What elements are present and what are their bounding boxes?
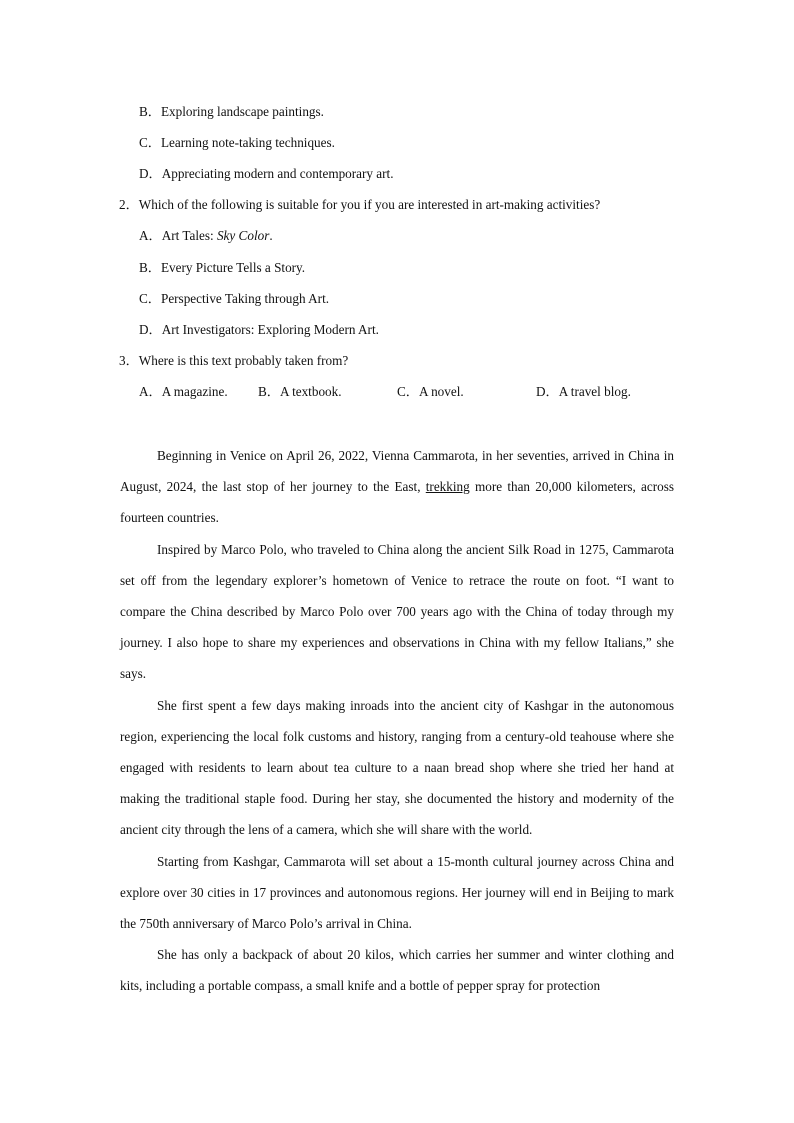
q1-option-d: D．Appreciating modern and contemporary art. <box>139 166 394 181</box>
q3-option-d: D．A travel blog. <box>536 384 631 399</box>
q3-option-a: A．A magazine. <box>139 384 228 399</box>
q2-option-a-suffix: . <box>269 228 273 243</box>
q2-stem: 2．Which of the following is suitable for you if you are interested in art-making activities? <box>119 197 601 212</box>
passage-paragraph-5: She has only a backpack of about 20 kilos, which carries her summer and winter clothing and kits, including a portable compass, a small knife and a bottle of pepper spray for protection <box>120 947 674 994</box>
passage-p1-after: more than 20,000 kilometers, across fourteen countries. <box>120 479 674 526</box>
passage-p1-before: Beginning in Venice on April 26, 2022, Vienna Cammarota, in her seventies, arrived in China in August, 2024, the last stop of her journey to the East, <box>120 448 674 495</box>
q2-option-a-title: Sky Color <box>216 228 270 243</box>
q2-option-a-prefix: A．Art Tales: <box>139 228 217 243</box>
passage-paragraph-4: Starting from Kashgar, Cammarota will set about a 15-month cultural journey across China and explore over 30 cities in 17 provinces and autonomous regions. Her journey will end in Beijing to mark the 750th anniversary of Marco Polo’s arrival in China. <box>120 853 674 932</box>
passage-paragraph-3: She first spent a few days making inroads into the ancient city of Kashgar in the autonomous region, experiencing the local folk customs and history, ranging from a century-old teahouse where she engaged with residents to learn about tea culture to a naan bread shop where she tried her hand at making the traditional staple food. During her stay, she documented the history and modernity of the ancient city through the lens of a camera, which she will share with the world. <box>120 697 674 838</box>
passage-paragraph-1 <box>120 440 674 534</box>
passage-paragraph-2: Inspired by Marco Polo, who traveled to China along the ancient Silk Road in 1275, Cammarota set off from the legendary explorer’s hometown of Venice to retrace the route on foot. “I want to compare the China described by Marco Polo over 700 years ago with the China of today through my journey. I also hope to share my experiences and observations in China with my fellow Italians,” she says. <box>120 541 674 682</box>
q2-option-a <box>139 227 273 245</box>
underlined-word: trekking <box>425 479 470 495</box>
q2-option-b: B．Every Picture Tells a Story. <box>139 260 306 275</box>
q3-option-c: C．A novel. <box>397 384 464 399</box>
q1-option-b: B．Exploring landscape paintings. <box>139 104 324 119</box>
q3-option-b: B．A textbook. <box>258 384 342 399</box>
q2-option-c: C．Perspective Taking through Art. <box>139 291 330 306</box>
q1-option-c: C．Learning note-taking techniques. <box>139 135 335 150</box>
reading-passage <box>120 440 674 1002</box>
q2-option-d: D．Art Investigators: Exploring Modern Art. <box>139 322 379 337</box>
q3-stem: 3．Where is this text probably taken from? <box>119 353 349 368</box>
